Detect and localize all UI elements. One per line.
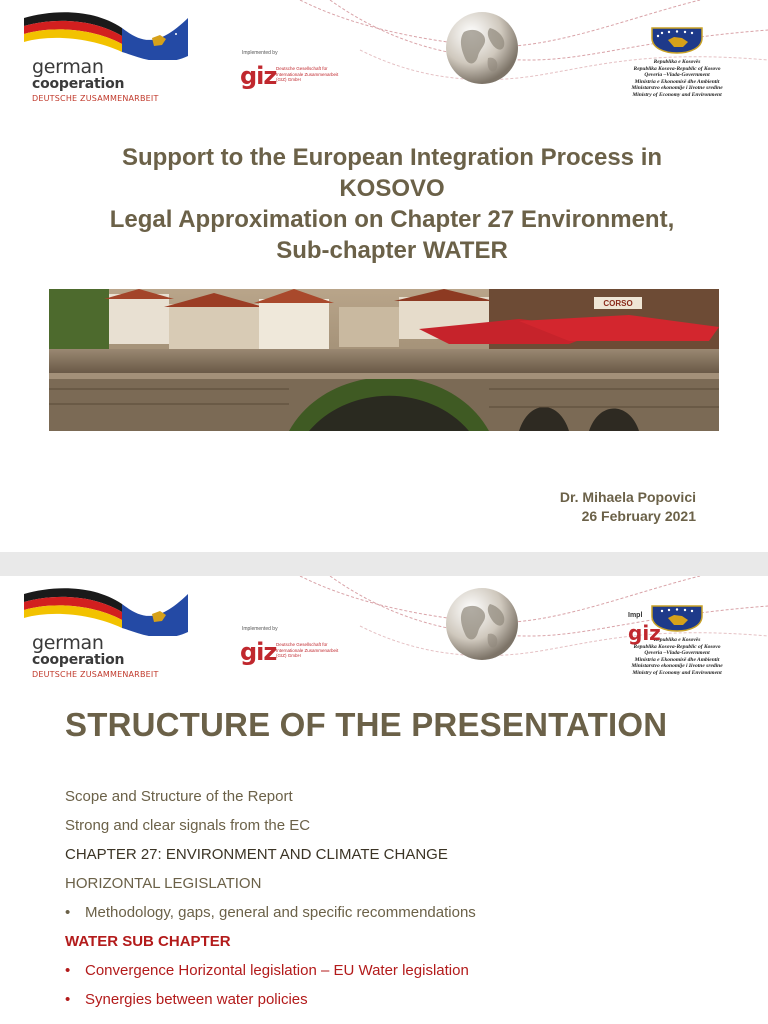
- outline-item: WATER SUB CHAPTER: [65, 933, 231, 950]
- german-cooperation-line2: cooperation: [32, 652, 125, 668]
- slide2-title: STRUCTURE OF THE PRESENTATION: [65, 706, 668, 743]
- kosovo-logo-line: Ministarstvo ekonomije i životne sredine: [631, 663, 723, 669]
- author-name: Dr. Mihaela Popovici: [559, 489, 696, 505]
- giz-mark: giz: [240, 638, 277, 666]
- kosovo-logo-line: Republika Kosova-Republic of Kosovo: [633, 65, 721, 72]
- kosovo-logo-line: Republika Kosova-Republic of Kosovo: [633, 643, 721, 650]
- giz-logo: [240, 626, 350, 676]
- german-flag-ribbon-icon: [22, 8, 192, 60]
- giz-implemented-by: Implemented by: [242, 50, 278, 56]
- globe-icon: [444, 10, 520, 86]
- giz-overlap-mark: giz: [628, 621, 661, 645]
- slide1-title-line: KOSOVO: [339, 175, 445, 202]
- author-block: [560, 488, 696, 526]
- german-cooperation-line1: german: [32, 632, 104, 654]
- kosovo-logo-line: Republika e Kosovës: [653, 59, 701, 65]
- german-cooperation-line1: german: [32, 56, 104, 78]
- outline-bullet-item: • Methodology, gaps, general and specific recommendations: [65, 898, 745, 927]
- kosovo-logo-line: Qeveria –Vlada-Government: [644, 72, 710, 78]
- german-cooperation-logo: [22, 584, 197, 684]
- presentation-date: 26 February 2021: [581, 508, 696, 524]
- german-cooperation-line3: DEUTSCHE ZUSAMMENARBEIT: [32, 670, 159, 679]
- kosovo-logo-line: Ministria e Ekonomisë dhe Ambientit: [634, 656, 720, 663]
- german-cooperation-line3: DEUTSCHE ZUSAMMENARBEIT: [32, 94, 159, 103]
- impl-overlap-text: Impl: [628, 612, 643, 619]
- kosovo-logo-line: Ministry of Economy and Environment: [632, 91, 722, 98]
- outline-item: Scope and Structure of the Report: [65, 788, 293, 805]
- kosovo-logo-line: Qeveria –Vlada-Government: [644, 650, 710, 656]
- kosovo-government-logo: [612, 26, 742, 96]
- outline-bullet-item: • Convergence Horizontal legislation – EU Water legislation: [65, 956, 745, 985]
- kosovo-logo-line: Ministarstvo ekonomije i životne sredine: [631, 85, 723, 91]
- kosovo-coat-of-arms-icon: [650, 26, 704, 54]
- giz-text: Deutsche Gesellschaft für Internationale Zusammenarbeit (GIZ) GmbH: [276, 642, 339, 658]
- presentation-outline-list: [65, 782, 745, 1014]
- stone-bridge-photo: [49, 289, 719, 431]
- slide1-title-line: Support to the European Integration Process in: [121, 144, 663, 171]
- german-cooperation-logo: [22, 8, 197, 108]
- photo-sign-text: CORSO: [603, 299, 633, 308]
- slide1-title-line: Legal Approximation on Chapter 27 Environment,: [109, 206, 675, 233]
- outline-bullet-item: • Synergies between water policies: [65, 985, 745, 1014]
- slide1-title-line: Sub-chapter WATER: [276, 237, 508, 264]
- kosovo-logo-line: Ministria e Ekonomisë dhe Ambientit: [634, 78, 720, 85]
- slide1-title: [40, 142, 744, 266]
- kosovo-logo-line: Republika e Kosovës: [653, 637, 701, 643]
- giz-mark: giz: [240, 62, 277, 90]
- globe-icon: [444, 586, 520, 662]
- outline-item: CHAPTER 27: ENVIRONMENT AND CLIMATE CHANGE: [65, 846, 448, 863]
- outline-item: Strong and clear signals from the EC: [65, 817, 311, 834]
- german-flag-ribbon-icon: [22, 584, 192, 636]
- giz-logo: [240, 50, 350, 100]
- giz-overlap-fragment: [628, 612, 688, 645]
- german-cooperation-line2: cooperation: [32, 76, 125, 92]
- outline-item: HORIZONTAL LEGISLATION: [65, 875, 262, 892]
- giz-implemented-by: Implemented by: [242, 626, 278, 632]
- kosovo-logo-line: Ministry of Economy and Environment: [632, 669, 722, 676]
- giz-text: Deutsche Gesellschaft für Internationale Zusammenarbeit (GIZ) GmbH: [276, 66, 339, 82]
